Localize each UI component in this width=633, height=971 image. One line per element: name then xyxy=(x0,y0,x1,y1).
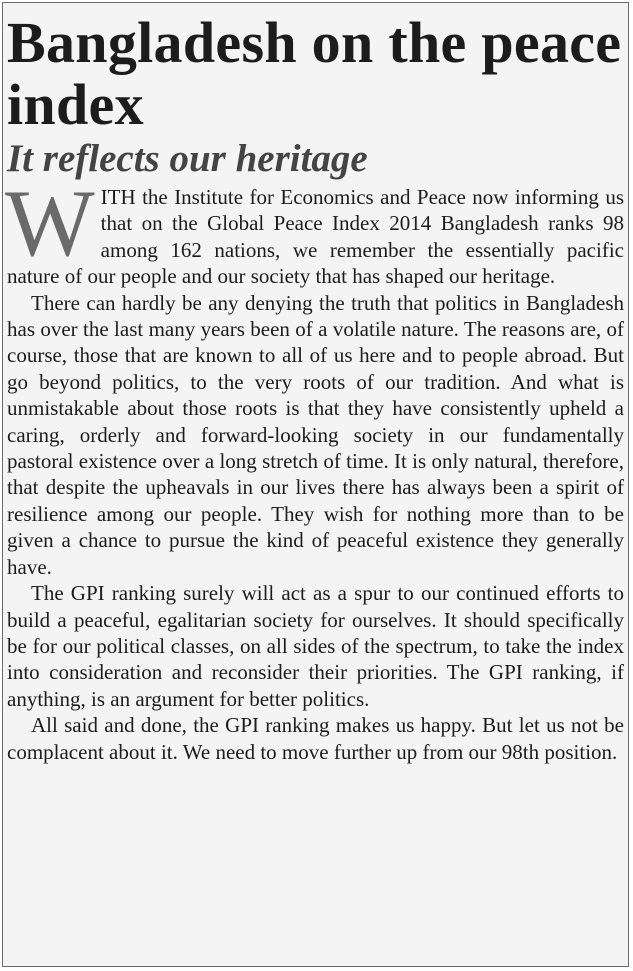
paragraph-1-text: ITH the Institute for Economics and Peace now informing us that on the Global Peace Index 2014 Bangladesh ranks 98 among 162 nations, we remember the essentially pacific nature of our people and our society that has shaped our heritage. xyxy=(7,185,624,289)
paragraph-3: The GPI ranking surely will act as a spur to our continued efforts to build a peaceful, egalitarian society for ourselves. It should specifically be for our political classes, on all sides of the spectrum, to take the index into consideration and reconsider their priorities. The GPI ranking, if anything, is an argument for better politics. xyxy=(7,581,624,711)
paragraph-2: There can hardly be any denying the truth that politics in Bangladesh has over the last many years been of a volatile nature. The reasons are, of course, those that are known to all of us here and to people abroad. But go beyond politics, to the very roots of our tradition. And what is unmistakable about those roots is that they have consistently upheld a caring, orderly and forward-looking society in our fundamentally pastoral existence over a long stretch of time. It is only natural, therefore, that despite the upheavals in our lives there has always been a spirit of resilience among our people. They wish for nothing more than to be given a chance to pursue the kind of peaceful existence they generally have. xyxy=(7,290,624,579)
strapline: It reflects our heritage xyxy=(7,137,368,180)
drop-cap: W xyxy=(5,170,95,276)
article-body xyxy=(5,170,624,765)
editorial-article xyxy=(7,12,624,765)
paragraph-4: All said and done, the GPI ranking makes us happy. But let us not be complacent about it. We need to move further up from our 98th position. xyxy=(7,713,624,764)
paragraph-1 xyxy=(5,170,624,290)
headline: Bangladesh on the peace index xyxy=(7,10,622,137)
